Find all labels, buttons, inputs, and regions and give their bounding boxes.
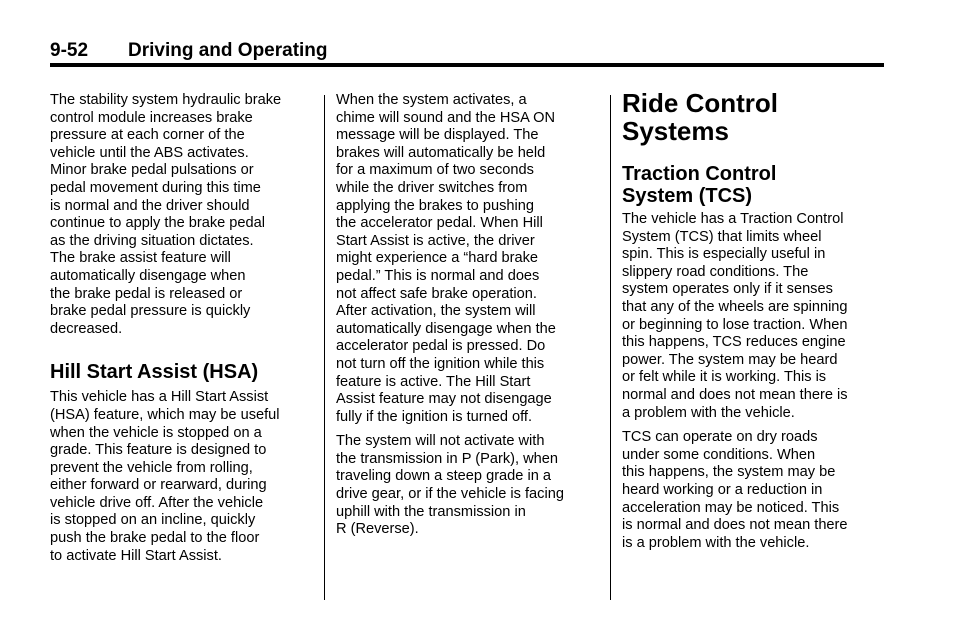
- text-line: or felt while it is working. This is: [622, 369, 827, 386]
- text-line: chime will sound and the HSA ON: [336, 109, 556, 126]
- text-line: a problem with the vehicle.: [622, 404, 795, 421]
- text-line: might experience a “hard brake: [336, 250, 538, 267]
- text-line: traveling down a steep grade in a: [336, 468, 551, 485]
- text-line: pressure at each corner of the: [50, 127, 245, 144]
- column-3: [622, 89, 884, 559]
- text-line: the transmission in P (Park), when: [336, 450, 558, 467]
- text-line: the brake pedal is released or: [50, 285, 243, 302]
- text-line: under some conditions. When: [622, 446, 816, 463]
- text-line: Minor brake pedal pulsations or: [50, 162, 254, 179]
- text-line: the accelerator pedal. When Hill: [336, 215, 543, 232]
- text-line: acceleration may be noticed. This: [622, 499, 840, 516]
- column-2: [336, 92, 598, 546]
- text-line: either forward or rearward, during: [50, 477, 267, 494]
- column-divider: [610, 95, 611, 600]
- paragraph: [50, 92, 312, 338]
- paragraph: [622, 429, 884, 552]
- text-line: system operates only if it senses: [622, 281, 833, 298]
- text-line: drive gear, or if the vehicle is facing: [336, 486, 564, 503]
- page-number: 9-52: [50, 40, 89, 61]
- text-line: push the brake pedal to the floor: [50, 530, 260, 547]
- paragraph: [336, 92, 598, 426]
- text-line: accelerator pedal is pressed. Do: [336, 338, 546, 355]
- text-line: to activate Hill Start Assist.: [50, 547, 222, 564]
- text-line: when the vehicle is stopped on a: [50, 424, 262, 441]
- text-line: decreased.: [50, 320, 123, 337]
- text-line: prevent the vehicle from rolling,: [50, 459, 253, 476]
- text-line: heard working or a reduction in: [622, 481, 823, 498]
- text-line: uphill with the transmission in: [336, 503, 526, 520]
- text-line: The vehicle has a Traction Control: [622, 211, 844, 227]
- paragraph: [50, 389, 312, 565]
- text-line: while the driver switches from: [336, 179, 528, 196]
- ride-control-title: Ride Control Systems: [622, 88, 778, 146]
- paragraph: [622, 211, 884, 422]
- text-line: R (Reverse).: [336, 521, 419, 538]
- text-line: vehicle drive off. After the vehicle: [50, 494, 264, 511]
- text-line: not turn off the ignition while this: [336, 355, 545, 372]
- text-line: that any of the wheels are spinning: [622, 298, 848, 315]
- text-line: spin. This is especially useful in: [622, 246, 826, 263]
- tcs-heading: [622, 163, 884, 207]
- text-line: power. The system may be heard: [622, 351, 838, 368]
- section-title: Driving and Operating: [128, 40, 328, 61]
- text-line: Assist feature may not disengage: [336, 391, 552, 408]
- text-line: this happens, TCS reduces engine: [622, 334, 846, 351]
- column-divider: [324, 95, 325, 600]
- text-line: message will be displayed. The: [336, 127, 539, 144]
- text-line: Start Assist is active, the driver: [336, 232, 535, 249]
- text-line: TCS can operate on dry roads: [622, 429, 818, 446]
- text-line: not affect safe brake operation.: [336, 285, 537, 302]
- text-line: feature is active. The Hill Start: [336, 373, 531, 390]
- text-line: automatically disengage when the: [336, 320, 556, 337]
- text-line: automatically disengage when: [50, 267, 246, 284]
- text-line: pedal.” This is normal and does: [336, 267, 540, 284]
- header-rule: [50, 63, 884, 67]
- text-line: for a maximum of two seconds: [336, 162, 534, 179]
- text-line: normal and does not mean there is: [622, 386, 848, 403]
- text-line: control module increases brake: [50, 109, 253, 126]
- text-line: vehicle until the ABS activates.: [50, 144, 249, 161]
- text-line: fully if the ignition is turned off.: [336, 408, 533, 425]
- hsa-heading: Hill Start Assist (HSA): [50, 361, 259, 384]
- text-line: brakes will automatically be held: [336, 144, 546, 161]
- text-line: this happens, the system may be: [622, 464, 836, 481]
- text-line: The system will not activate with: [336, 433, 545, 450]
- text-line: pedal movement during this time: [50, 179, 261, 196]
- text-line: The stability system hydraulic brake: [50, 92, 282, 108]
- text-line: The brake assist feature will: [50, 250, 231, 267]
- text-line: applying the brakes to pushing: [336, 197, 534, 214]
- text-line: is stopped on an incline, quickly: [50, 512, 256, 529]
- text-line: or beginning to lose traction. When: [622, 316, 848, 333]
- text-line: as the driving situation dictates.: [50, 232, 254, 249]
- text-line: This vehicle has a Hill Start Assist: [50, 389, 269, 406]
- text-line: System (TCS): [622, 185, 753, 207]
- text-line: slippery road conditions. The: [622, 263, 809, 280]
- text-line: brake pedal pressure is quickly: [50, 303, 251, 320]
- column-1: [50, 92, 312, 572]
- text-line: When the system activates, a: [336, 92, 527, 108]
- text-line: continue to apply the brake pedal: [50, 215, 266, 232]
- text-line: is normal and does not mean there: [622, 517, 848, 534]
- text-line: System (TCS) that limits wheel: [622, 228, 822, 245]
- text-line: Traction Control: [622, 163, 777, 185]
- paragraph: [336, 433, 598, 539]
- text-line: (HSA) feature, which may be useful: [50, 406, 280, 423]
- text-line: is a problem with the vehicle.: [622, 534, 810, 551]
- text-line: After activation, the system will: [336, 303, 536, 320]
- text-line: grade. This feature is designed to: [50, 442, 267, 459]
- text-line: is normal and the driver should: [50, 197, 250, 214]
